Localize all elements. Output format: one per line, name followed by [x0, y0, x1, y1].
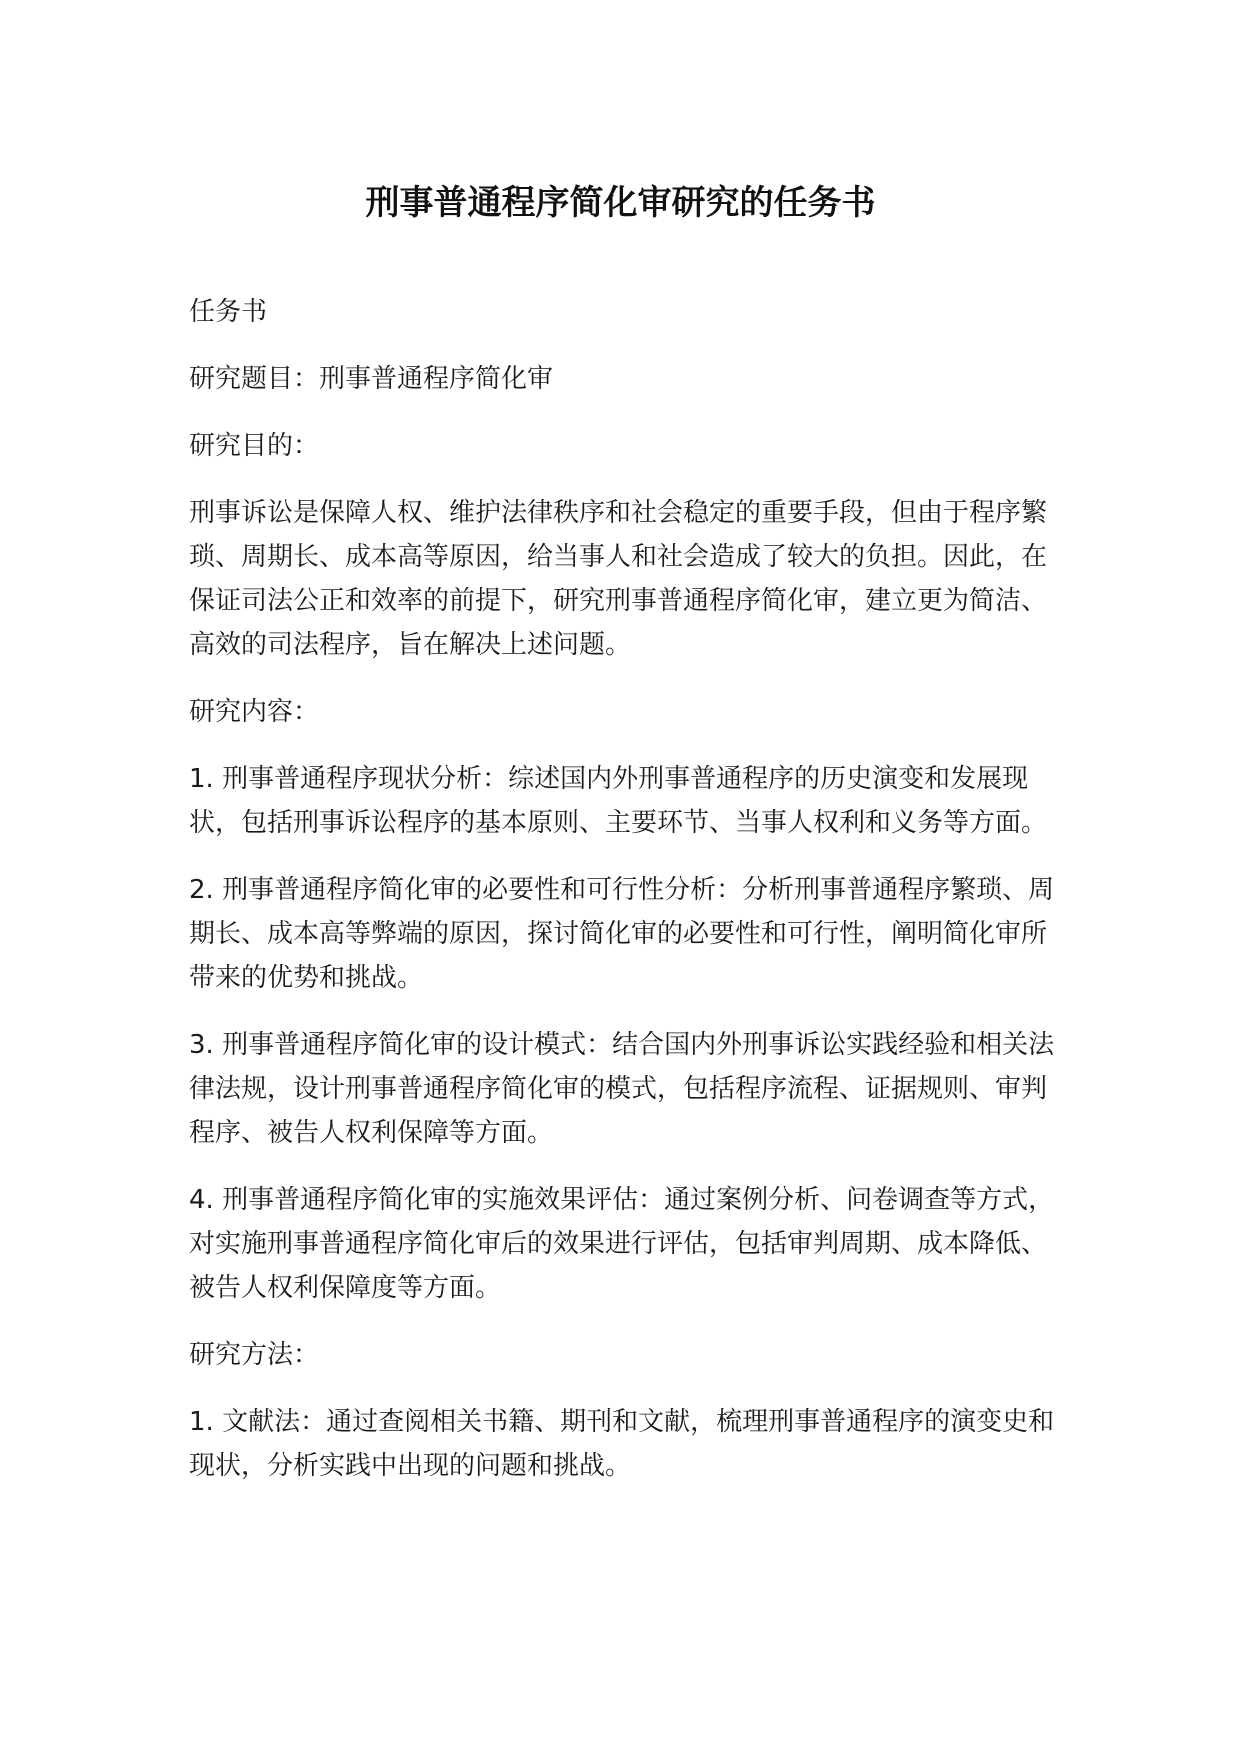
list-item-content-1: 1. 刑事普通程序现状分析：综述国内外刑事普通程序的历史演变和发展现状，包括刑事诉讼程序的基本原则、主要环节、当事人权利和义务等方面。 [189, 764, 1048, 838]
list-item-content-3: 3. 刑事普通程序简化审的设计模式：结合国内外刑事诉讼实践经验和相关法律法规，设计刑事普通程序简化审的模式，包括程序流程、证据规则、审判程序、被告人权利保障等方面。 [189, 1030, 1055, 1148]
heading-research-purpose: 研究目的： [189, 431, 320, 461]
list-item-content-4: 4. 刑事普通程序简化审的实施效果评估：通过案例分析、问卷调查等方式，对实施刑事普通程序简化审后的效果进行评估，包括审判周期、成本降低、被告人权利保障度等方面。 [189, 1185, 1055, 1303]
document-title: 刑事普通程序简化审研究的任务书 [365, 183, 876, 223]
heading-research-content: 研究内容： [189, 697, 320, 727]
paragraph-research-purpose: 刑事诉讼是保障人权、维护法律秩序和社会稳定的重要手段，但由于程序繁琐、周期长、成本高等原因，给当事人和社会造成了较大的负担。因此，在保证司法公正和效率的前提下，研究刑事普通程序简化审，建立更为简洁、高效的司法程序，旨在解决上述问题。 [189, 498, 1048, 660]
paragraph-label-task-book: 任务书 [189, 297, 268, 327]
paragraph-research-topic: 研究题目：刑事普通程序简化审 [189, 364, 554, 394]
document-body [189, 290, 1059, 1511]
list-item-content-2: 2. 刑事普通程序简化审的必要性和可行性分析：分析刑事普通程序繁琐、周期长、成本高等弊端的原因，探讨简化审的必要性和可行性，阐明简化审所带来的优势和挑战。 [189, 875, 1055, 993]
heading-research-methods: 研究方法： [189, 1340, 320, 1370]
list-item-method-1: 1. 文献法：通过查阅相关书籍、期刊和文献，梳理刑事普通程序的演变史和现状，分析实践中出现的问题和挑战。 [189, 1407, 1055, 1481]
